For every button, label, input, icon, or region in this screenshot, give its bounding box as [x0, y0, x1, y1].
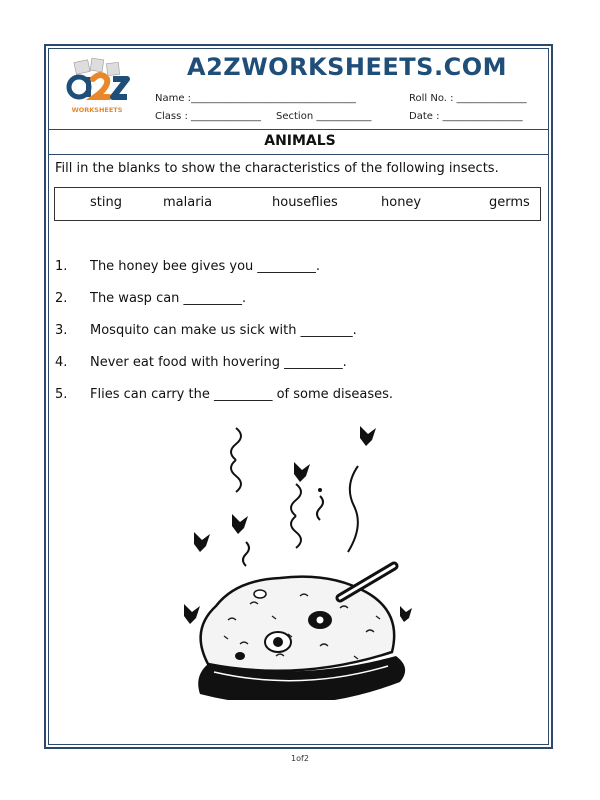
word-bank-item: germs: [489, 195, 530, 210]
roll-number-field: Roll No. : ______________: [409, 93, 527, 104]
svg-text:WORKSHEETS: WORKSHEETS: [71, 106, 123, 114]
word-bank-item: sting: [90, 195, 122, 210]
question-number: 4.: [55, 355, 68, 370]
word-bank-item: malaria: [163, 195, 213, 210]
question-text: The wasp can _________.: [90, 291, 247, 306]
site-title: A2ZWORKSHEETS.COM: [187, 53, 507, 81]
class-field: Class : ______________: [155, 111, 262, 122]
date-field: Date : ________________: [409, 111, 523, 122]
question-text: Never eat food with hovering _________.: [90, 355, 347, 370]
name-field: Name :_________________________________: [155, 93, 357, 104]
section-field: Section ___________: [276, 111, 372, 122]
word-bank-item: houseflies: [272, 195, 338, 210]
instruction-text: Fill in the blanks to show the characteristics of the following insects.: [55, 161, 499, 176]
page-number: 1of2: [291, 754, 309, 763]
question-number: 1.: [55, 259, 68, 274]
worksheet-header: [49, 49, 548, 130]
question-text: Flies can carry the _________ of some diseases.: [90, 387, 394, 402]
worksheet-title: ANIMALS: [264, 133, 336, 149]
a2z-logo: [57, 57, 137, 119]
word-bank-item: honey: [381, 195, 422, 210]
question-number: 2.: [55, 291, 68, 306]
question-text: Mosquito can make us sick with ________.: [90, 323, 357, 338]
flies-on-food-illustration: [180, 420, 420, 700]
question-number: 5.: [55, 387, 68, 402]
question-number: 3.: [55, 323, 68, 338]
title-divider: [49, 154, 548, 155]
question-text: The honey bee gives you _________.: [90, 259, 321, 274]
